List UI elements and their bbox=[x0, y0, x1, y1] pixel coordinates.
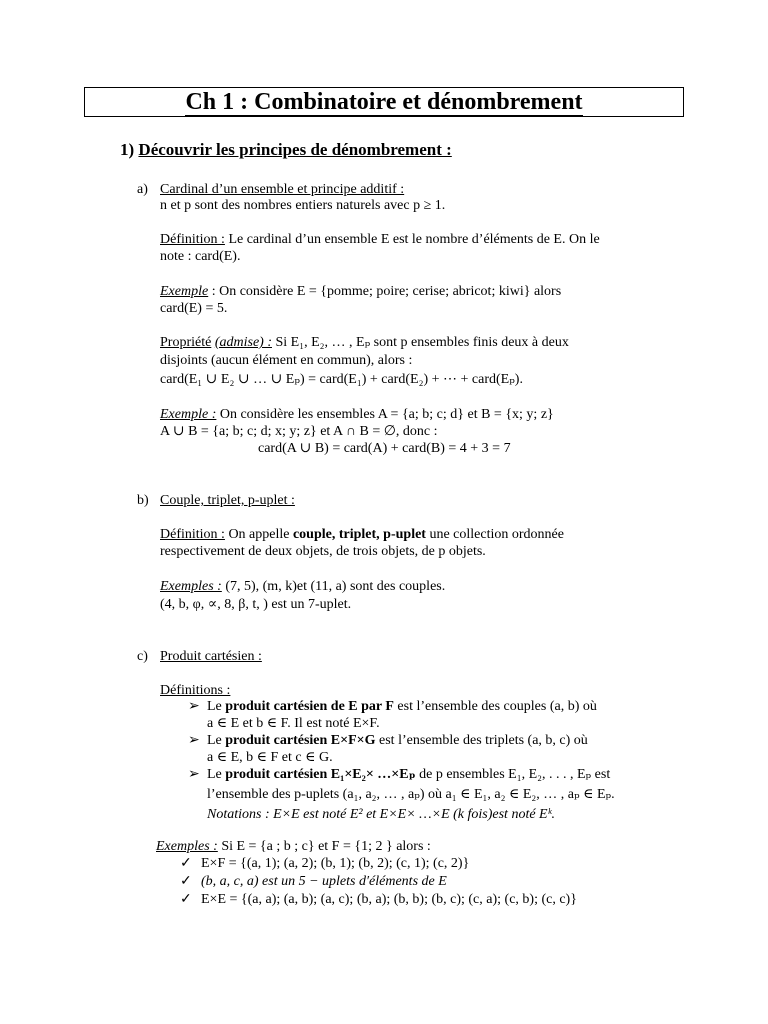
item2-pre: Le bbox=[207, 733, 226, 748]
definition-pre: On appelle bbox=[224, 527, 293, 542]
item2-bold: produit cartésien E×F×G bbox=[225, 733, 376, 748]
b-definition bbox=[160, 526, 564, 543]
a-example2 bbox=[160, 406, 554, 423]
section-number: 1) bbox=[120, 140, 135, 159]
examples-label: Exemples : bbox=[156, 839, 218, 854]
subsection-a-letter: a) bbox=[137, 182, 148, 197]
c-definitions-label: Définitions : bbox=[160, 683, 231, 698]
checkmark-icon: ✓ bbox=[180, 874, 192, 889]
property-admise: (admise) : bbox=[214, 335, 272, 350]
arrow-bullet-icon: ➢ bbox=[188, 767, 200, 782]
item3-post: de p ensembles E₁, E₂, . . . , Eₚ est bbox=[415, 767, 611, 782]
a-example bbox=[160, 283, 561, 300]
definition-text: Le cardinal d’un ensemble E est le nombre d’éléments de E. On le bbox=[224, 232, 600, 247]
subsection-b-heading: Couple, triplet, p-uplet : bbox=[160, 493, 295, 508]
item2-post: est l’ensemble des triplets (a, b, c) où bbox=[375, 733, 588, 748]
b-definition-line2: respectivement de deux objets, de trois objets, de p objets. bbox=[160, 544, 486, 559]
b-examples-line2: (4, b, φ, ∝, 8, β, t, ) est un 7-uplet. bbox=[160, 597, 352, 612]
c-example3: E×E = {(a, a); (a, b); (a, c); (b, a); (b, b); (b, c); (c, a); (c, b); (c, c)} bbox=[201, 892, 577, 907]
definition-post: une collection ordonnée bbox=[425, 527, 564, 542]
c-item3-notations: Notations : E×E est noté E² et E×E× …×E (k fois)est noté Eᵏ. bbox=[207, 807, 556, 822]
property-label: Propriété bbox=[160, 335, 212, 350]
property-text: Si E₁, E₂, … , Eₚ sont p ensembles finis deux à deux bbox=[271, 335, 569, 350]
item3-pre: Le bbox=[207, 767, 226, 782]
item3-bold: produit cartésien E₁×E₂× …×Eₚ bbox=[225, 767, 416, 782]
a-property-line2: disjoints (aucun élément en commun), alors : bbox=[160, 353, 413, 368]
c-item2-line2: a ∈ E, b ∈ F et c ∈ G. bbox=[207, 750, 333, 765]
item1-bold: produit cartésien de E par F bbox=[225, 699, 394, 714]
c-item1 bbox=[207, 698, 597, 715]
a-definition bbox=[160, 231, 600, 248]
chapter-title: Ch 1 : Combinatoire et dénombrement bbox=[185, 89, 583, 115]
checkmark-icon: ✓ bbox=[180, 892, 192, 907]
a-example2-line2: A ∪ B = {a; b; c; d; x; y; z} et A ∩ B = ∅, donc : bbox=[160, 424, 438, 439]
c-item3-line2: l’ensemble des p-uplets (a₁, a₂, … , aₚ) où a₁ ∈ E₁, a₂ ∈ E₂, … , aₚ ∈ Eₚ. bbox=[207, 787, 615, 802]
c-item3 bbox=[207, 766, 610, 783]
a-definition-line2: note : card(E). bbox=[160, 249, 241, 264]
example-text: : On considère E = {pomme; poire; cerise; abricot; kiwi} alors bbox=[208, 284, 562, 299]
a-property-formula: card(E₁ ∪ E₂ ∪ … ∪ Eₚ) = card(E₁) + card(E₂) + ⋯ + card(Eₚ). bbox=[160, 372, 523, 387]
examples-text: (7, 5), (m, k)et (11, a) sont des couples. bbox=[221, 579, 446, 594]
chapter-title-box bbox=[84, 87, 684, 117]
section-title: Découvrir les principes de dénombrement : bbox=[138, 140, 452, 159]
example2-text: On considère les ensembles A = {a; b; c; d} et B = {x; y; z} bbox=[216, 407, 554, 422]
item1-post: est l’ensemble des couples (a, b) où bbox=[393, 699, 597, 714]
example-label: Exemple bbox=[160, 284, 209, 299]
b-examples bbox=[160, 578, 445, 595]
a-property bbox=[160, 334, 569, 351]
c-example2: (b, a, c, a) est un 5 − uplets d′éléments de E bbox=[201, 874, 447, 889]
definition-label: Définition : bbox=[160, 527, 225, 542]
c-example1: E×F = {(a, 1); (a, 2); (b, 1); (b, 2); (c, 1); (c, 2)} bbox=[201, 856, 470, 871]
subsection-c-letter: c) bbox=[137, 649, 148, 664]
subsection-a-heading: Cardinal d’un ensemble et principe additif : bbox=[160, 182, 405, 197]
c-examples bbox=[156, 838, 431, 855]
arrow-bullet-icon: ➢ bbox=[188, 733, 200, 748]
subsection-c-heading: Produit cartésien : bbox=[160, 649, 262, 664]
checkmark-icon: ✓ bbox=[180, 856, 192, 871]
a-example2-line3: card(A ∪ B) = card(A) + card(B) = 4 + 3 = 7 bbox=[258, 441, 511, 456]
c-item2 bbox=[207, 732, 588, 749]
c-item1-line2: a ∈ E et b ∈ F. Il est noté E×F. bbox=[207, 716, 380, 731]
item1-pre: Le bbox=[207, 699, 226, 714]
definition-label: Définition : bbox=[160, 232, 225, 247]
example2-label: Exemple : bbox=[160, 407, 217, 422]
examples-label: Exemples : bbox=[160, 579, 222, 594]
subsection-b-letter: b) bbox=[137, 493, 149, 508]
a-example-line2: card(E) = 5. bbox=[160, 301, 228, 316]
arrow-bullet-icon: ➢ bbox=[188, 699, 200, 714]
examples-intro: Si E = {a ; b ; c} et F = {1; 2 } alors : bbox=[217, 839, 431, 854]
section-1-heading bbox=[120, 141, 452, 158]
definition-bold: couple, triplet, p-uplet bbox=[292, 527, 426, 542]
a-intro: n et p sont des nombres entiers naturels avec p ≥ 1. bbox=[160, 198, 446, 213]
